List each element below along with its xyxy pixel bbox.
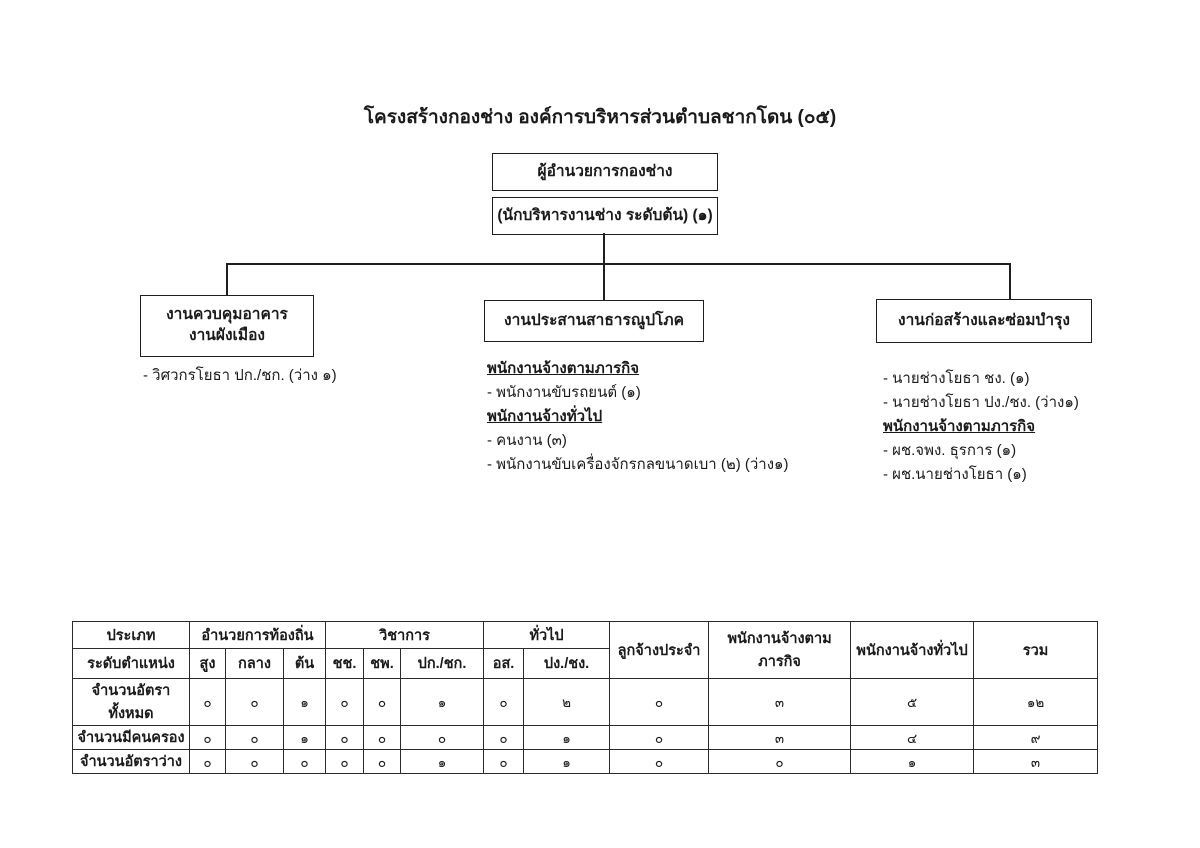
header-col: ต้น [284,649,326,679]
table-cell: ๐ [364,750,401,774]
list-item: - คนงาน (๓) [487,432,567,449]
table-cell: ๓ [709,726,851,750]
table-cell: ๑ [401,679,484,726]
header-category: ประเภท [73,622,190,649]
header-col: ปก./ชก. [401,649,484,679]
connector-horizontal-line [226,263,1011,265]
table-cell: ๐ [326,750,364,774]
section-heading: พนักงานจ้างตามภารกิจ [883,418,1036,435]
list-item: - พนักงานขับรถยนต์ (๑) [487,384,641,401]
header-col: ชพ. [364,649,401,679]
table-cell: ๐ [364,679,401,726]
table-cell: ๐ [226,750,284,774]
table-cell: ๐ [709,750,851,774]
table-cell: ๑ [851,750,974,774]
director-detail-box: (นักบริหารงานช่าง ระดับต้น) (๑) [492,197,718,235]
header-mission-employee: พนักงานจ้างตามภารกิจ [709,622,851,679]
list-item: - พนักงานขับเครื่องจักรกลขนาดเบา (๒) (ว่าง๑) [487,456,789,473]
table-cell: ๐ [190,750,226,774]
list-item: - ผช.นายช่างโยธา (๑) [883,466,1027,483]
table-cell: ๑ [401,750,484,774]
list-item: - วิศวกรโยธา ปก./ชก. (ว่าง ๑) [143,367,337,384]
branch-building-control-line1: งานควบคุมอาคาร [166,306,288,324]
table-cell: ๓ [974,750,1098,774]
header-total: รวม [974,622,1098,679]
staffing-table [72,621,1098,774]
header-col: ปง./ชง. [524,649,610,679]
header-col: อส. [484,649,524,679]
header-group-local-admin: อำนวยการท้องถิ่น [190,622,326,649]
table-cell: ๙ [974,726,1098,750]
header-col: สูง [190,649,226,679]
branch-box-building-control [140,295,314,357]
table-cell: ๐ [226,679,284,726]
table-cell: ๐ [484,726,524,750]
table-cell: ๐ [484,750,524,774]
table-row [73,679,1098,726]
section-heading: พนักงานจ้างทั่วไป [487,408,603,425]
table-cell: ๑ [524,750,610,774]
connector-drop-right [1009,263,1011,300]
connector-drop-center [603,263,605,301]
director-box: ผู้อำนวยการกองช่าง [492,153,718,191]
connector-stub-line [603,233,605,264]
branch-building-control-line2: งานผังเมือง [189,327,265,344]
table-row [73,726,1098,750]
table-cell: ๐ [610,726,709,750]
table-cell: ๐ [190,679,226,726]
header-group-general: ทั่วไป [484,622,610,649]
utilities-list [487,357,789,477]
table-cell: ๐ [484,679,524,726]
branch-box-construction: งานก่อสร้างและซ่อมบำรุง [876,299,1092,343]
construction-list [883,367,1079,487]
table-cell: ๐ [610,679,709,726]
table-cell: ๐ [284,750,326,774]
branch-box-utilities: งานประสานสาธารณูปโภค [484,300,704,342]
table-cell: ๐ [326,679,364,726]
list-item: - ผช.จพง. ธุรการ (๑) [883,442,1017,459]
table-cell: ๐ [401,726,484,750]
table-row [73,750,1098,774]
header-col: ชช. [326,649,364,679]
table-cell: ๑ [524,726,610,750]
list-item: - นายช่างโยธา ชง. (๑) [883,370,1030,387]
section-heading: พนักงานจ้างตามภารกิจ [487,360,640,377]
table-cell: ๑๒ [974,679,1098,726]
table-cell: ๑ [284,726,326,750]
table-cell: ๐ [364,726,401,750]
list-item: - นายช่างโยธา ปง./ชง. (ว่าง๑) [883,394,1079,411]
table-cell: ๐ [226,726,284,750]
header-permanent-employee: ลูกจ้างประจำ [610,622,709,679]
table-cell: ๓ [709,679,851,726]
header-col: กลาง [226,649,284,679]
header-position-level: ระดับตำแหน่ง [73,649,190,679]
table-cell: ๔ [851,726,974,750]
page-title: โครงสร้างกองช่าง องค์การบริหารส่วนตำบลชากโดน (๐๕) [363,107,837,128]
table-cell: ๒ [524,679,610,726]
table-cell: ๐ [610,750,709,774]
table-cell: ๕ [851,679,974,726]
table-cell: ๑ [284,679,326,726]
building-control-list [143,364,337,388]
header-group-academic: วิชาการ [326,622,484,649]
connector-drop-left [226,263,228,296]
table-cell: ๐ [190,726,226,750]
table-cell: ๐ [326,726,364,750]
row-label-vacant-positions: จำนวนอัตราว่าง [73,750,190,774]
row-label-total-positions: จำนวนอัตราทั้งหมด [73,679,190,726]
row-label-occupied-positions: จำนวนมีคนครอง [73,726,190,750]
header-general-employee: พนักงานจ้างทั่วไป [851,622,974,679]
